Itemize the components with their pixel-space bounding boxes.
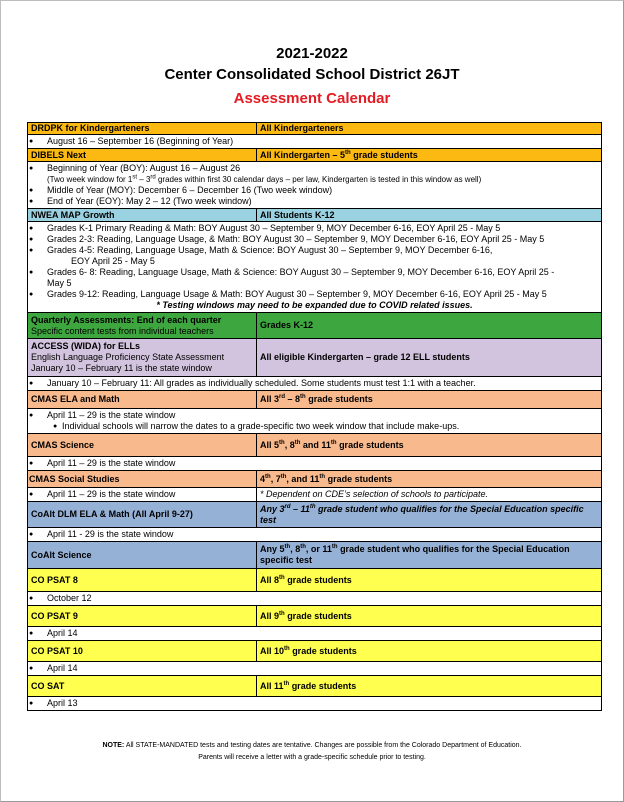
drdpk-who: All Kindergarteners (257, 123, 602, 135)
cmas-sci-who: All 5th, 8th and 11th grade students (257, 434, 602, 457)
cmas-ss-who: 4th, 7th, and 11th grade students (257, 471, 602, 488)
cmas-sci-detail-row (28, 457, 602, 471)
nwea-who: All Students K-12 (257, 209, 602, 222)
access-name: ACCESS (WIDA) for ELLs English Language Proficiency State Assessment January 10 – February 11 is the state window (28, 339, 257, 377)
psat9-detail-row (28, 627, 602, 641)
cmas-ss-detail-row (28, 488, 602, 502)
coalt-ela-detail (28, 528, 602, 542)
sat-detail (28, 697, 602, 711)
list-item: ● October 12 (29, 593, 92, 603)
quarterly-name: Quarterly Assessments: End of each quarter Specific content tests from individual teachers (28, 313, 257, 339)
nwea-item4-cont: May 5 (47, 278, 72, 288)
coalt-sci-name: CoAlt Science (28, 542, 257, 569)
psat8-who: All 8th grade students (257, 569, 602, 592)
dibels-who: All Kindergarten – 5th grade students (257, 149, 602, 162)
assessment-table (27, 122, 602, 711)
cmas-ss-header-row (28, 471, 602, 488)
access-detail-row (28, 377, 602, 391)
sat-who: All 11th grade students (257, 676, 602, 697)
coalt-sci-who: Any 5th, 8th, or 11th grade student who qualifies for the Special Education specific test (257, 542, 602, 569)
drdpk-detail (28, 135, 602, 149)
access-header-row (28, 339, 602, 377)
school-year: 2021-2022 (276, 45, 348, 62)
sat-name: CO SAT (28, 676, 257, 697)
nwea-name: NWEA MAP Growth (28, 209, 257, 222)
list-item: ● August 16 – September 16 (Beginning of Year) (29, 136, 234, 146)
coalt-ela-detail-row (28, 528, 602, 542)
list-item: ● Grades 9-12: Reading, Language Usage & Math: BOY August 30 – September 9, MOY December 6-16, EOY April 25 - May 5 (29, 289, 547, 299)
list-subitem: ● Individual schools will narrow the dates to a grade-specific two week window that include make-ups. (53, 421, 460, 431)
nwea-header-row (28, 209, 602, 222)
quarterly-who: Grades K-12 (257, 313, 602, 339)
cmas-sci-name: CMAS Science (28, 434, 257, 457)
nwea-item3-cont: EOY April 25 - May 5 (71, 256, 155, 266)
list-item: ● April 11 – 29 is the state window (29, 489, 176, 499)
cmas-ela-detail (28, 409, 602, 434)
covid-note: * Testing windows may need to be expanded due to COVID related issues. (156, 300, 473, 310)
coalt-ela-who: Any 3rd – 11th grade student who qualifies for the Special Education specific test (257, 502, 602, 528)
drdpk-detail-row (28, 135, 602, 149)
list-item: ● April 14 (29, 663, 78, 673)
access-who: All eligible Kindergarten – grade 12 ELL students (257, 339, 602, 377)
psat10-who: All 10th grade students (257, 641, 602, 662)
psat9-name: CO PSAT 9 (28, 606, 257, 627)
list-item: ● End of Year (EOY): May 2 – 12 (Two week window) (29, 196, 252, 206)
footer-note: NOTE: All STATE-MANDATED tests and testing dates are tentative. Changes are possible from the Colorado Department of Education. (102, 742, 522, 749)
psat8-detail-row (28, 592, 602, 606)
dibels-name: DIBELS Next (28, 149, 257, 162)
list-item: ● Grades 6- 8: Reading, Language Usage, Math & Science: BOY August 30 – September 9, MOY December 6-16, EOY April 25 - (29, 267, 555, 277)
psat8-detail (28, 592, 602, 606)
psat10-name: CO PSAT 10 (28, 641, 257, 662)
sat-detail-row (28, 697, 602, 711)
coalt-ela-name: CoAlt DLM ELA & Math (All April 9-27) (28, 502, 257, 528)
cmas-ela-who: All 3rd – 8th grade students (257, 391, 602, 409)
dibels-header-row (28, 149, 602, 162)
list-item: ● Beginning of Year (BOY): August 16 – August 26 (29, 163, 241, 173)
psat10-detail-row (28, 662, 602, 676)
drdpk-name: DRDPK for Kindergarteners (28, 123, 257, 135)
list-item: ● January 10 – February 11: All grades as individually scheduled. Some students must test 1:1 with a teacher. (29, 378, 476, 388)
access-detail (28, 377, 602, 391)
coalt-ela-header-row (28, 502, 602, 528)
psat9-who: All 9th grade students (257, 606, 602, 627)
cmas-sci-detail (28, 457, 602, 471)
list-item: ● April 11 – 29 is the state window (29, 410, 176, 420)
cmas-ss-detail (28, 488, 257, 502)
document-title: Assessment Calendar (233, 90, 391, 107)
quarterly-row (28, 313, 602, 339)
list-item: ● April 14 (29, 628, 78, 638)
district-name: Center Consolidated School District 26JT (164, 66, 460, 83)
nwea-detail-row (28, 222, 602, 313)
list-item: ● April 11 - 29 is the state window (29, 529, 174, 539)
psat10-header-row (28, 641, 602, 662)
psat8-name: CO PSAT 8 (28, 569, 257, 592)
cmas-ss-name: CMAS Social Studies (28, 471, 257, 488)
list-item: ● Grades K-1 Primary Reading & Math: BOY August 30 – September 9, MOY December 6-16, EOY April 25 - May 5 (29, 223, 501, 233)
footer-note-parents: Parents will receive a letter with a grade-specific schedule prior to testing. (198, 754, 426, 761)
coalt-sci-row (28, 542, 602, 569)
psat9-detail (28, 627, 602, 641)
cmas-ss-note: * Dependent on CDE’s selection of schools to participate. (257, 488, 602, 502)
dibels-boy-note: (Two week window for 1st – 3rd grades within first 30 calendar days – per law, Kindergarten is tested in this window as well) (47, 174, 482, 184)
cmas-ela-detail-row (28, 409, 602, 434)
psat8-header-row (28, 569, 602, 592)
dibels-detail (28, 162, 602, 209)
psat9-header-row (28, 606, 602, 627)
cmas-ela-header-row (28, 391, 602, 409)
drdpk-header-row (28, 123, 602, 135)
list-item: ● April 13 (29, 698, 78, 708)
cmas-ela-name: CMAS ELA and Math (28, 391, 257, 409)
list-item: ● Grades 4-5: Reading, Language Usage, Math & Science: BOY August 30 – September 9, MOY December 6-16, (29, 245, 493, 255)
dibels-detail-row (28, 162, 602, 209)
list-item: ● Grades 2-3: Reading, Language Usage, & Math: BOY August 30 – September 9, MOY December 6-16, EOY April 25 - May 5 (29, 234, 545, 244)
list-item: ● April 11 – 29 is the state window (29, 458, 176, 468)
list-item: ● Middle of Year (MOY): December 6 – December 16 (Two week window) (29, 185, 333, 195)
psat10-detail (28, 662, 602, 676)
sat-header-row (28, 676, 602, 697)
nwea-detail (28, 222, 602, 313)
cmas-sci-header-row (28, 434, 602, 457)
